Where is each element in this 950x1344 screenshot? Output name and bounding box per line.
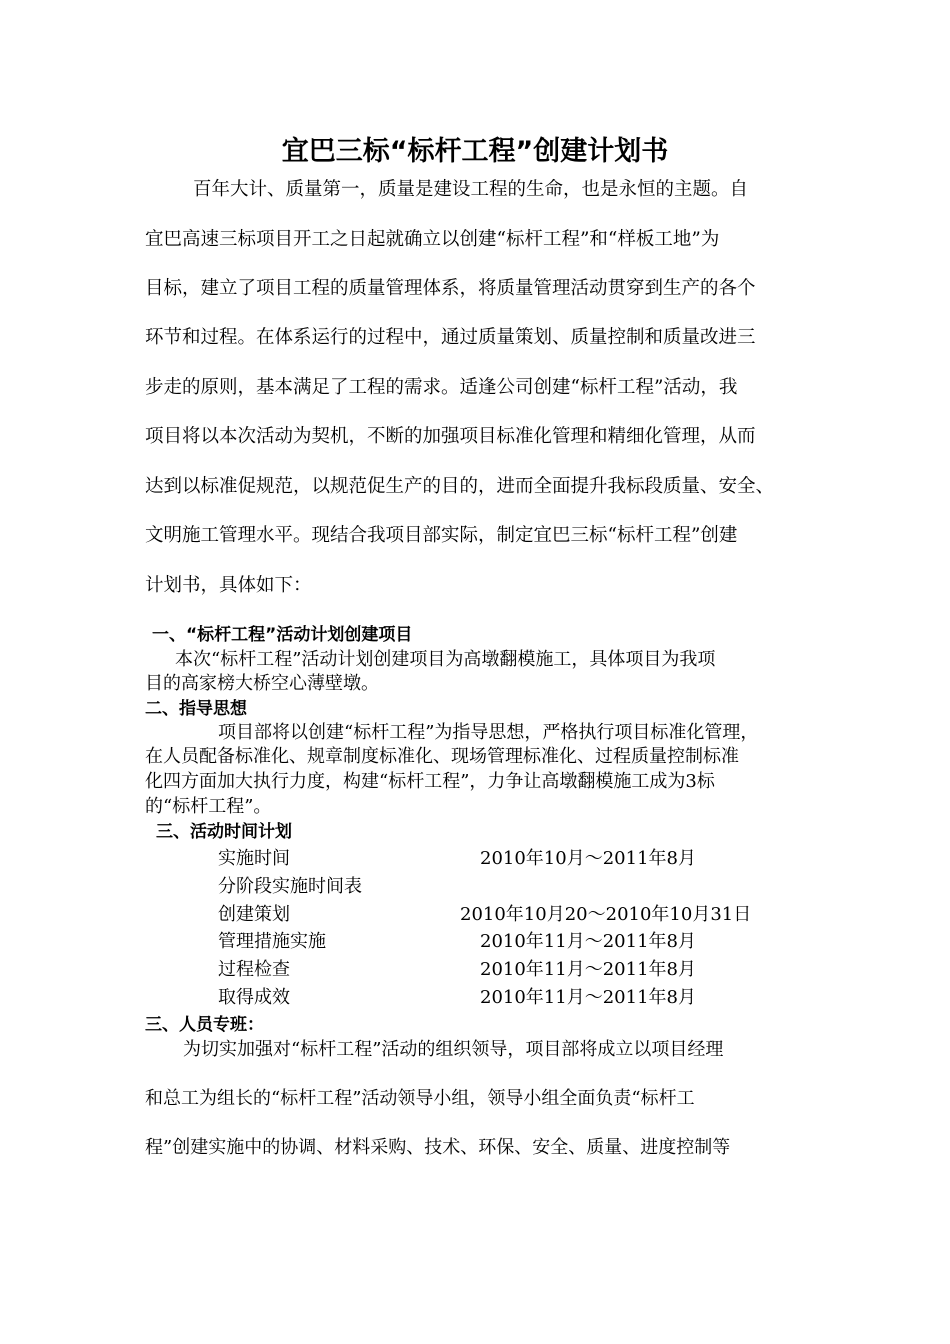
section-heading-project: 一、“标杆工程”活动计划创建项目 xyxy=(152,625,413,645)
intro-line-4: 环节和过程。在体系运行的过程中，通过质量策划、质量控制和质量改进三 xyxy=(145,327,756,348)
section-heading-staff: 三、人员专班： xyxy=(145,1015,264,1035)
intro-line-6: 项目将以本次活动为契机，不断的加强项目标准化管理和精细化管理，从而 xyxy=(145,426,756,447)
section2-line-4: 的“标杆工程”。 xyxy=(145,796,272,817)
schedule-item-date: 2010年10月～2011年8月 xyxy=(480,848,696,869)
schedule-item-name: 分阶段实施时间表 xyxy=(218,876,362,897)
intro-line-7: 达到以标准促规范，以规范促生产的目的，进而全面提升我标段质量、安全、 xyxy=(145,476,775,497)
section4-line-2: 和总工为组长的“标杆工程”活动领导小组，领导小组全面负责“标杆工 xyxy=(145,1088,695,1109)
section4-line-3: 程”创建实施中的协调、材料采购、技术、环保、安全、质量、进度控制等 xyxy=(145,1137,731,1158)
document-title: 宜巴三标“标杆工程”创建计划书 xyxy=(281,136,669,167)
section1-line-1: 本次“标杆工程”活动计划创建项目为高墩翻模施工，具体项目为我项 xyxy=(175,649,716,670)
schedule-item-date: 2010年11月～2011年8月 xyxy=(480,959,696,980)
section-heading-guiding-idea: 二、指导思想 xyxy=(145,699,247,719)
schedule-item-name: 过程检查 xyxy=(218,959,290,980)
schedule-item-date: 2010年11月～2011年8月 xyxy=(480,987,696,1008)
section1-line-2: 目的高家榜大桥空心薄壁墩。 xyxy=(145,673,379,694)
schedule-item-date: 2010年11月～2011年8月 xyxy=(480,931,696,952)
intro-line-1: 百年大计、质量第一，质量是建设工程的生命，也是永恒的主题。自 xyxy=(193,179,749,200)
section2-line-2: 在人员配备标准化、规章制度标准化、现场管理标准化、过程质量控制标准 xyxy=(145,746,739,767)
section2-line-1: 项目部将以创建“标杆工程”为指导思想，严格执行项目标准化管理， xyxy=(218,722,759,743)
intro-line-9: 计划书，具体如下： xyxy=(145,575,312,596)
section2-line-3: 化四方面加大执行力度，构建“标杆工程”，力争让高墩翻模施工成为3标 xyxy=(145,771,715,792)
section4-line-1: 为切实加强对“标杆工程”活动的组织领导，项目部将成立以项目经理 xyxy=(183,1039,724,1060)
section-heading-schedule: 三、活动时间计划 xyxy=(156,822,292,842)
intro-line-3: 目标，建立了项目工程的质量管理体系，将质量管理活动贯穿到生产的各个 xyxy=(145,278,756,299)
intro-line-5: 步走的原则，基本满足了工程的需求。适逢公司创建“标杆工程”活动，我 xyxy=(145,377,738,398)
intro-line-8: 文明施工管理水平。现结合我项目部实际，制定宜巴三标“标杆工程”创建 xyxy=(145,525,738,546)
schedule-item-name: 实施时间 xyxy=(218,848,290,869)
schedule-item-name: 取得成效 xyxy=(218,987,290,1008)
intro-line-2: 宜巴高速三标项目开工之日起就确立以创建“标杆工程”和“样板工地”为 xyxy=(145,229,720,250)
schedule-item-name: 管理措施实施 xyxy=(218,931,326,952)
schedule-item-date: 2010年10月20～2010年10月31日 xyxy=(460,904,752,925)
schedule-item-name: 创建策划 xyxy=(218,904,290,925)
